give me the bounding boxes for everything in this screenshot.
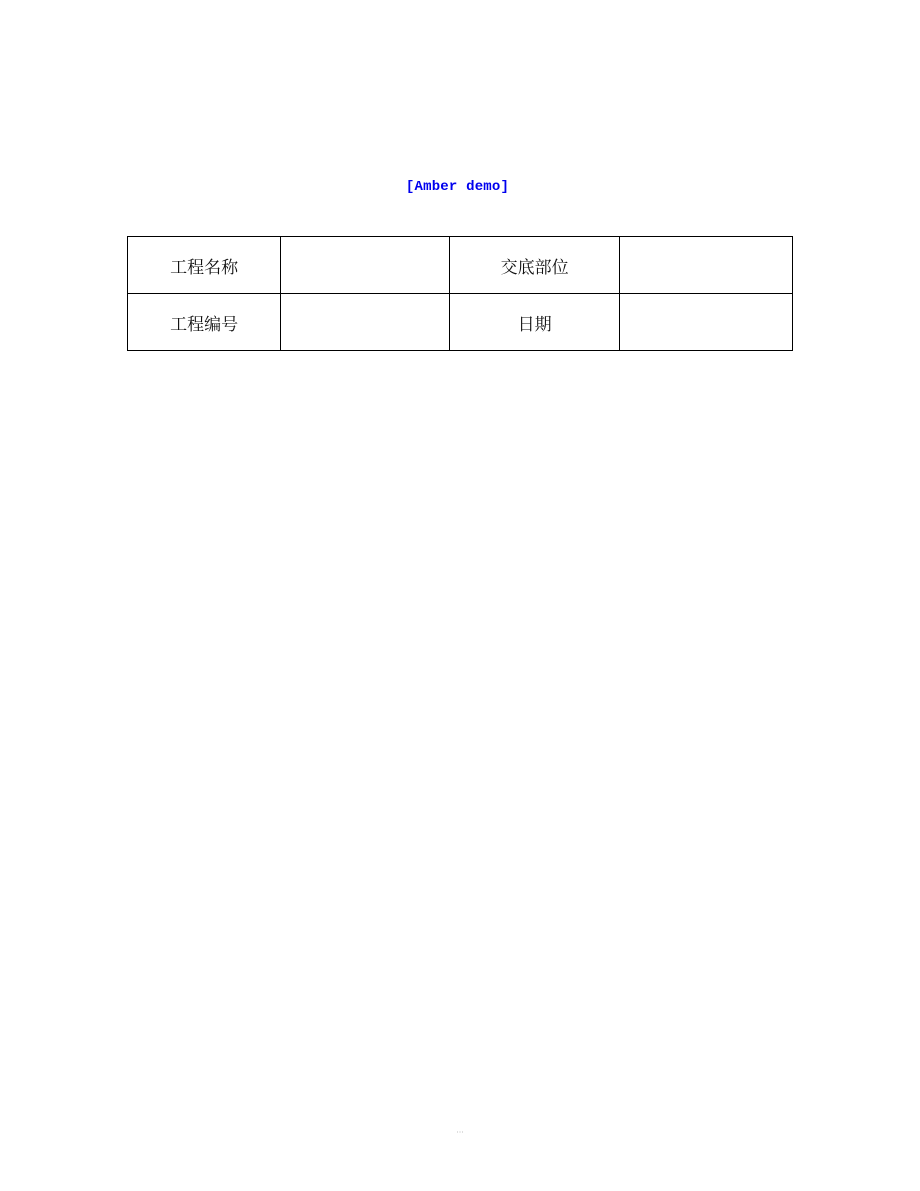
date-value[interactable] <box>619 294 792 351</box>
date-label: 日期 <box>450 294 619 351</box>
project-info-table <box>127 236 793 351</box>
project-name-value[interactable] <box>281 237 450 294</box>
page-footer-mark: ··· <box>456 1128 464 1137</box>
handover-location-value[interactable] <box>619 237 792 294</box>
project-name-label: 工程名称 <box>128 237 281 294</box>
document-title: [Amber demo] <box>405 179 510 195</box>
table-row <box>128 294 793 351</box>
handover-location-label: 交底部位 <box>450 237 619 294</box>
project-number-value[interactable] <box>281 294 450 351</box>
table-row <box>128 237 793 294</box>
project-number-label: 工程编号 <box>128 294 281 351</box>
